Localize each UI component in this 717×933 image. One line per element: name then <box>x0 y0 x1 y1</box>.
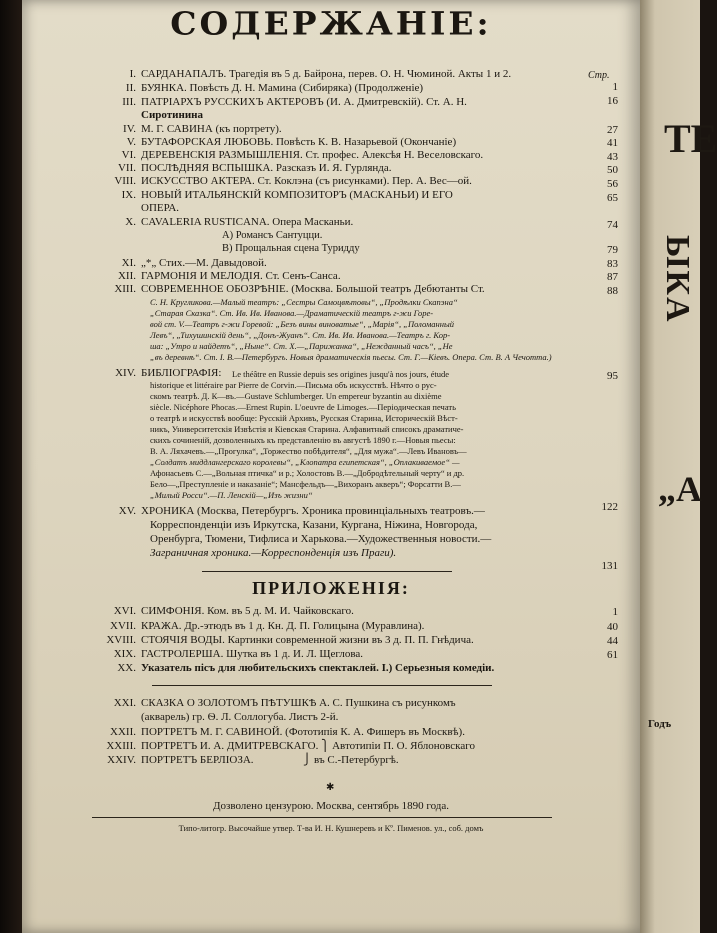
toc-subentry: B) Прощальная сцена Туридду <box>222 243 360 254</box>
toc-detail-line: „Милый Росси“.—П. Ленскій—„Изъ жизни“ <box>150 490 313 500</box>
toc-page-number: 27 <box>607 124 618 136</box>
toc-entry-continuation: Сиротинина <box>141 109 204 121</box>
toc-page-number: 56 <box>607 178 618 190</box>
toc-page-number: 43 <box>607 151 618 163</box>
toc-entry: XI. „*„ Стих.—М. Давыдовой. <box>121 257 267 269</box>
toc-page-number: 16 <box>607 95 618 107</box>
toc-entry: I. САРДАНАПАЛЪ. Трагедія въ 5 д. Байрона, перев. О. Н. Чюминой. Акты 1 и 2. <box>129 68 512 80</box>
toc-entry: XIII. СОВРЕМЕННОЕ ОБОЗРѢНІЕ. (Москва. Большой театръ Дебютанты Ст. <box>114 283 485 295</box>
toc-entry: VIII. ИСКУССТВО АКТЕРА. Ст. Коклэна (съ рисунками). Пер. А. Вес—ой. <box>114 175 472 187</box>
toc-detail-line: скихъ сочиненій, дозволенныхъ къ представленію въ августѣ 1890 г.—Новыя пьесы: <box>150 435 456 445</box>
toc-entry: IV. М. Г. САВИНА (къ портрету). <box>123 123 282 135</box>
ornament-star-icon: ✱ <box>326 782 335 793</box>
divider <box>152 685 492 686</box>
toc-page-number: 74 <box>607 219 618 231</box>
toc-entry: IX. НОВЫЙ ИТАЛЬЯНСКІЙ КОМПОЗИТОРЪ (МАСКАНЬИ) И ЕГО <box>121 189 453 201</box>
toc-page-number: 61 <box>607 649 618 661</box>
toc-subentry: A) Романсъ Сантуцци. <box>222 230 323 241</box>
toc-entry: XV. ХРОНИКА (Москва, Петербургъ. Хроника провинціальныхъ театровъ.— <box>118 505 485 517</box>
illustration-entry: XXIV. ПОРТРЕТЪ БЕРЛІОЗА. ⎭ въ С.-Петербургѣ. <box>107 754 399 766</box>
appendix-entry: XVIII. СТОЯЧІЯ ВОДЫ. Картинки современной жизни въ 3 д. П. П. Гнѣдича. <box>106 634 474 646</box>
toc-page-number: 95 <box>607 370 618 382</box>
adjacent-page-fragment: ЫКА <box>659 235 696 324</box>
toc-page-number: 65 <box>607 192 618 204</box>
page-column-label: Стр. <box>588 70 610 81</box>
toc-entry: XIV. БИБЛІОГРАФІЯ: <box>115 367 222 379</box>
toc-detail-line: „Старая Сказка“. Ст. Ив. Ив. Иванова.—Драматическій театръ г-жи Горе- <box>150 308 434 318</box>
toc-detail-line: вой ст. V.—Театръ г-жи Горевой: „Безъ вины виноватые“, „Марія“, „Поломанный <box>150 319 454 329</box>
toc-page-number: 87 <box>607 271 618 283</box>
toc-page-number: 88 <box>607 285 618 297</box>
toc-detail-line: Заграничная хроника.—Корреспонденція изъ Праги). <box>150 547 397 559</box>
toc-entry-continuation: ОПЕРА. <box>141 202 180 214</box>
toc-page-number: 44 <box>607 635 618 647</box>
adjacent-page-fragment: ТЕ <box>664 116 717 161</box>
toc-detail-line: Корреспонденціи изъ Иркутска, Казани, Кургана, Ніжина, Новгорода, <box>150 519 478 531</box>
toc-entry: VII. ПОСЛѢДНЯЯ ВСПЫШКА. Разсказъ И. Я. Гурлянда. <box>117 162 392 174</box>
toc-detail-line: Le théâtre en Russie depuis ses origines jusqu'à nos jours, étude <box>232 369 450 379</box>
toc-page-number: 1 <box>612 606 618 618</box>
toc-entry: II. БУЯНКА. Повѣсть Д. Н. Мамина (Сибиряка) (Продолженіе) <box>125 82 424 94</box>
toc-detail-line: „Солдатъ миддлангерскаго королевы“, „Клопатра египетская“, „Оплакиваемое“ — <box>150 457 460 467</box>
appendix-entry: XVI. СИМФОНІЯ. Ком. въ 5 д. М. И. Чайковскаго. <box>113 605 354 617</box>
censorship-note: Дозволено цензурою. Москва, сентябрь 1890 года. <box>212 800 450 812</box>
divider <box>202 571 452 572</box>
toc-detail-line: historique et littéraire par Pierre de Corvin.—Письма объ искусствѣ. Нѣчто о рус- <box>150 380 437 390</box>
toc-detail-line: скомъ театрѣ. Д. К—въ.—Gustave Schlumberger. Un empereur byzantin au dixième <box>150 391 442 401</box>
toc-page-number: 79 <box>607 244 618 256</box>
toc-detail-line: В. А. Ляхачевъ.—„Прогулка“, „Торжество побѣдителя“, „Для мужа“.—Левъ Ивановъ— <box>150 446 467 456</box>
toc-entry: XII. ГАРМОНІЯ И МЕЛОДІЯ. Ст. Сенъ-Санса. <box>117 270 341 282</box>
adjacent-page-fragment: Годъ <box>648 718 672 730</box>
illustration-entry: XXI. СКАЗКА О ЗОЛОТОМЪ ПѢТУШКѢ А. С. Пушкина съ рисункомъ <box>113 697 456 709</box>
appendix-entry: XIX. ГАСТРОЛЕРША. Шутка въ 1 д. И. Л. Щеглова. <box>113 648 364 660</box>
toc-entry: VI. ДЕРЕВЕНСКІЯ РАЗМЫШЛЕНІЯ. Ст. профес. Алексѣя Н. Веселовскаго. <box>121 149 484 161</box>
toc-page-number: 50 <box>607 164 618 176</box>
toc-detail-line: Левъ“, „Тихушинскій день“, „Донъ-Жуанъ“. Ст. Ив. Ив. Иванова.—Театръ г. Кор- <box>150 330 451 340</box>
printer-note: Типо-литогр. Высочайше утвер. Т-ва И. Н. Кушнеревъ и Кº. Пименов. ул., соб. домъ <box>178 823 484 833</box>
appendix-entry: XX. Указатель пісъ для любительскихъ спектаклей. I.) Серьезныя комедіи. <box>117 662 495 674</box>
toc-page-number: 40 <box>607 621 618 633</box>
illustration-entry-continuation: (акварель) гр. Ѳ. Л. Соллогуба. Листъ 2-й. <box>141 711 339 723</box>
illustration-entry: XXIII. ПОРТРЕТЪ И. А. ДМИТРЕВСКАГО. ⎫ Автотипіи П. О. Яблоновскаго <box>106 740 475 752</box>
toc-page-number: 131 <box>601 560 618 572</box>
toc-detail-line: Афонасьевъ С.—„Вольная птичка“ и р.; Холостовъ В.—„Добродѣтельный черту“ и др. <box>150 468 465 478</box>
toc-detail-line: siècle. Nicéphore Phocas.—Ernest Rupin. L'oeuvre de Limoges.—Періодическая печать <box>150 402 456 412</box>
document-page <box>22 0 640 933</box>
toc-detail-line: Бело—„Преступленіе и наказаніе“; Мансфельдъ—„Вихоранъ акверъ“; Форсатти В.— <box>150 479 461 489</box>
toc-entry: X. CAVALERIA RUSTICANA. Опера Масканьи. <box>125 216 354 228</box>
illustration-entry: XXII. ПОРТРЕТЪ М. Г. САВИНОЙ. (Фототипія К. А. Фишеръ въ Москвѣ). <box>110 726 465 738</box>
toc-entry: III. ПАТРІАРХЪ РУССКИХЪ АКТЕРОВЪ (И. А. Дмитревскій). Ст. А. Н. <box>122 96 467 108</box>
page-title: СОДЕРЖАНІЕ: <box>170 4 492 43</box>
toc-page-number: 122 <box>601 501 618 513</box>
toc-detail-line: „въ деревнѣ“. Ст. I. В.—Петербургъ. Новыя драматическія пьесы. Ст. Г.—Кіевъ. Опера. Ст. В. А Чечотта.) <box>150 352 552 362</box>
footer-rule <box>92 817 552 818</box>
toc-detail-line: ша: „Утро и найдетъ“, „Ныне“. Ст. Х.—„Парижанка“, „Нежданный часъ“, „Не <box>150 341 453 351</box>
toc-detail-line: С. Н. Кругликова.—Малый театръ: „Сестры Самоцвѣтовы“, „Продѣлки Скапэна“ <box>150 297 458 307</box>
adjacent-page <box>640 0 717 933</box>
appendix-title: ПРИЛОЖЕНІЯ: <box>252 578 410 598</box>
toc-page-number: 1 <box>612 81 618 93</box>
toc-page-number: 41 <box>607 137 618 149</box>
toc-detail-line: никъ, Университетскія Извѣстія и Кіевская Старина. Алфавитный списокъ драматиче- <box>150 424 464 434</box>
toc-entry: V. БУТАФОРСКАЯ ЛЮБОВЬ. Повѣсть К. В. Назарьевой (Окончаніе) <box>126 136 457 148</box>
toc-page-number: 83 <box>607 258 618 270</box>
adjacent-page-fragment: „А <box>658 469 702 509</box>
toc-detail-line: Оренбурга, Тюмени, Тифлиса и Харькова.—Художественныя новости.— <box>150 533 492 545</box>
appendix-entry: XVII. КРАЖА. Др.-этюдъ въ 1 д. Кн. Д. П. Голицына (Муравлина). <box>110 620 425 632</box>
toc-entries <box>22 0 640 933</box>
toc-detail-line: о театрѣ и искусствѣ вообще: Русскій Архивъ, Русская Старина, Историческій Вѣст- <box>150 413 458 423</box>
